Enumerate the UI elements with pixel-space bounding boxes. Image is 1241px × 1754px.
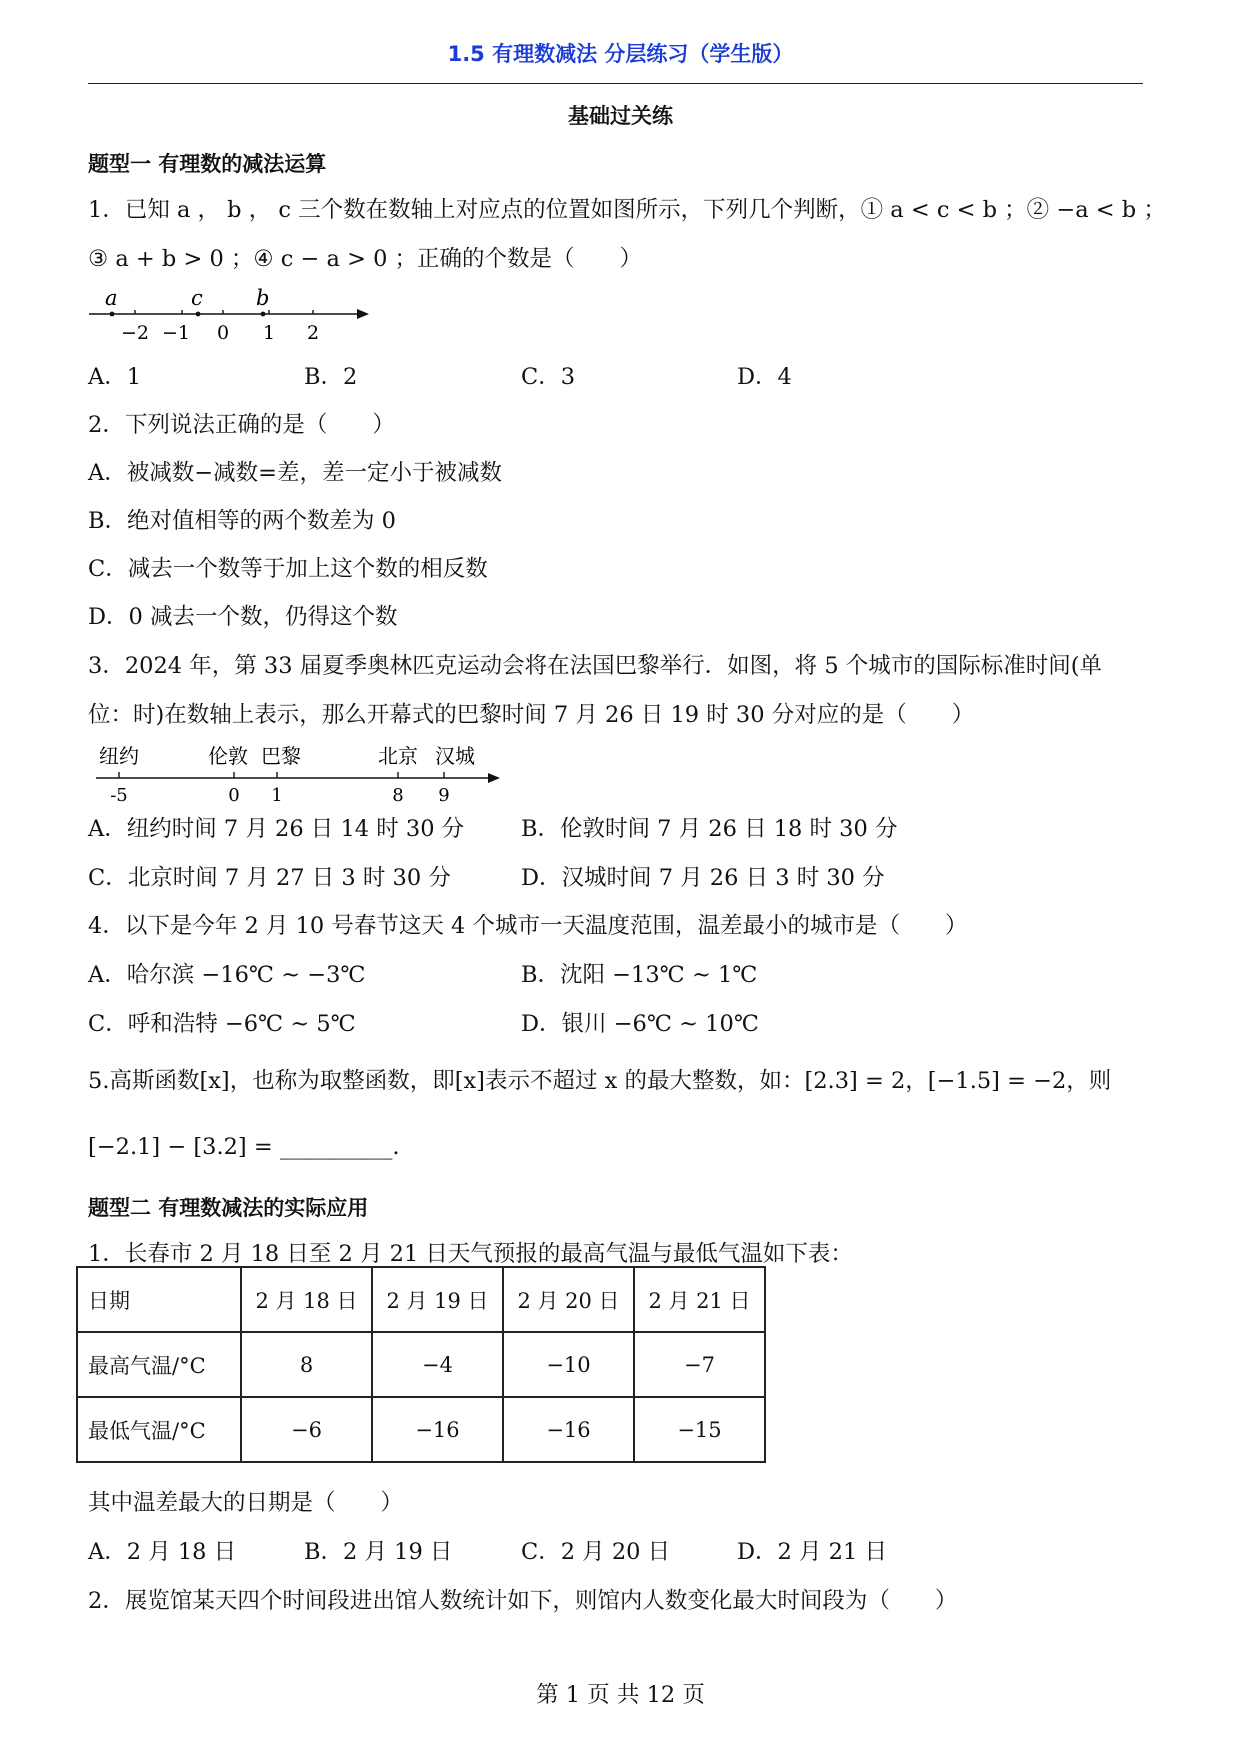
tick-label: -5: [110, 785, 128, 806]
city-label: 伦敦: [208, 744, 248, 768]
tick-label: 0: [216, 322, 230, 344]
number-line-abc: [85, 283, 385, 345]
table-cell: 最低气温/°C: [77, 1397, 241, 1462]
table-cell: −7: [634, 1332, 765, 1397]
q3-option-b[interactable]: B．伦敦时间 7 月 26 日 18 时 30 分: [521, 816, 898, 842]
q1-option-c[interactable]: C．3: [521, 364, 576, 390]
point-c: [196, 312, 201, 317]
table-row: [77, 1397, 765, 1462]
document-title: 1.5 有理数减法 分层练习（学生版）: [447, 42, 794, 66]
city-label: 北京: [378, 744, 418, 768]
label-c: c: [191, 286, 203, 310]
temperature-table: [76, 1266, 766, 1463]
type1-heading: 题型一 有理数的减法运算: [88, 152, 327, 176]
q1-option-a[interactable]: A．1: [88, 364, 142, 390]
q3-line2: 位：时)在数轴上表示，那么开幕式的巴黎时间 7 月 26 日 19 时 30 分对应的是（ ）: [88, 702, 975, 728]
city-label: 纽约: [99, 744, 139, 768]
t2-q1-option-a[interactable]: A．2 月 18 日: [88, 1539, 237, 1565]
q5-line1: 5.高斯函数[x]，也称为取整函数，即[x]表示不超过 x 的最大整数，如：[2.3] = 2，[−1.5] = −2，则: [88, 1068, 1112, 1094]
table-cell: −4: [372, 1332, 503, 1397]
q2-stem: 2．下列说法正确的是（ ）: [88, 412, 395, 438]
tick-label: 9: [438, 785, 450, 806]
q4-option-d[interactable]: D．银川 −6℃ ~ 10℃: [521, 1011, 759, 1037]
section-title: 基础过关练: [568, 104, 673, 128]
table-cell: −15: [634, 1397, 765, 1462]
label-b: b: [256, 286, 270, 310]
table-cell: 2 月 19 日: [372, 1267, 503, 1332]
t2-q1-question: 其中温差最大的日期是（ ）: [88, 1490, 404, 1516]
q4-stem: 4．以下是今年 2 月 10 号春节这天 4 个城市一天温度范围，温差最小的城市是（ ）: [88, 913, 968, 939]
point-b: [261, 312, 266, 317]
table-cell: −10: [503, 1332, 634, 1397]
table-cell: −6: [241, 1397, 372, 1462]
tick-label: 0: [228, 785, 240, 806]
q5-line2[interactable]: [−2.1] − [3.2] = __________.: [88, 1134, 400, 1160]
timezone-number-line: [90, 738, 510, 806]
q3-option-a[interactable]: A．纽约时间 7 月 26 日 14 时 30 分: [88, 816, 465, 842]
table-cell: 最高气温/°C: [77, 1332, 241, 1397]
type2-heading: 题型二 有理数减法的实际应用: [88, 1196, 369, 1220]
q2-option-c[interactable]: C．减去一个数等于加上这个数的相反数: [88, 556, 488, 582]
table-cell: 2 月 21 日: [634, 1267, 765, 1332]
point-a: [110, 312, 115, 317]
tick-label: −1: [161, 322, 191, 344]
table-cell: 8: [241, 1332, 372, 1397]
t2-q1-option-d[interactable]: D．2 月 21 日: [737, 1539, 887, 1565]
q3-option-d[interactable]: D．汉城时间 7 月 26 日 3 时 30 分: [521, 865, 885, 891]
city-label: 巴黎: [261, 744, 301, 768]
q1-option-b[interactable]: B．2: [304, 364, 358, 390]
table-cell: 2 月 20 日: [503, 1267, 634, 1332]
t2-q1-option-c[interactable]: C．2 月 20 日: [521, 1539, 671, 1565]
table-cell: 日期: [77, 1267, 241, 1332]
header-divider: [88, 83, 1143, 84]
q4-option-c[interactable]: C．呼和浩特 −6℃ ~ 5℃: [88, 1011, 356, 1037]
table-row: [77, 1332, 765, 1397]
table-cell: 2 月 18 日: [241, 1267, 372, 1332]
table-cell: −16: [372, 1397, 503, 1462]
q4-option-a[interactable]: A．哈尔滨 −16℃ ~ −3℃: [88, 962, 366, 988]
q3-option-c[interactable]: C．北京时间 7 月 27 日 3 时 30 分: [88, 865, 451, 891]
q3-line1: 3．2024 年，第 33 届夏季奥林匹克运动会将在法国巴黎举行．如图，将 5 个城市的国际标准时间(单: [88, 653, 1103, 679]
page-footer: 第 1 页 共 12 页: [536, 1682, 705, 1708]
tick-label: 1: [271, 785, 283, 806]
q1-line2: ③ a + b > 0 ；④ c − a > 0 ；正确的个数是（ ）: [88, 246, 643, 272]
t2-q1-stem: 1．长春市 2 月 18 日至 2 月 21 日天气预报的最高气温与最低气温如下表：: [88, 1241, 853, 1267]
tick-label: 1: [262, 322, 276, 344]
table-cell: −16: [503, 1397, 634, 1462]
label-a: a: [105, 286, 118, 310]
city-label: 汉城: [435, 744, 475, 768]
tick-label: 8: [392, 785, 404, 806]
q2-option-a[interactable]: A．被减数−减数=差，差一定小于被减数: [88, 460, 502, 486]
t2-q1-option-b[interactable]: B．2 月 19 日: [304, 1539, 453, 1565]
tick-label: −2: [120, 322, 150, 344]
table-header-row: [77, 1267, 765, 1332]
q1-option-d[interactable]: D．4: [737, 364, 792, 390]
t2-q2-stem: 2．展览馆某天四个时间段进出馆人数统计如下，则馆内人数变化最大时间段为（ ）: [88, 1588, 958, 1614]
tick-label: 2: [306, 322, 320, 344]
q2-option-d[interactable]: D．0 减去一个数，仍得这个数: [88, 604, 398, 630]
q2-option-b[interactable]: B．绝对值相等的两个数差为 0: [88, 508, 397, 534]
q1-line1: 1．已知 a ， b ， c 三个数在数轴上对应点的位置如图所示，下列几个判断，① a < c < b ；② −a < b ；: [88, 197, 1166, 223]
q4-option-b[interactable]: B．沈阳 −13℃ ~ 1℃: [521, 962, 758, 988]
